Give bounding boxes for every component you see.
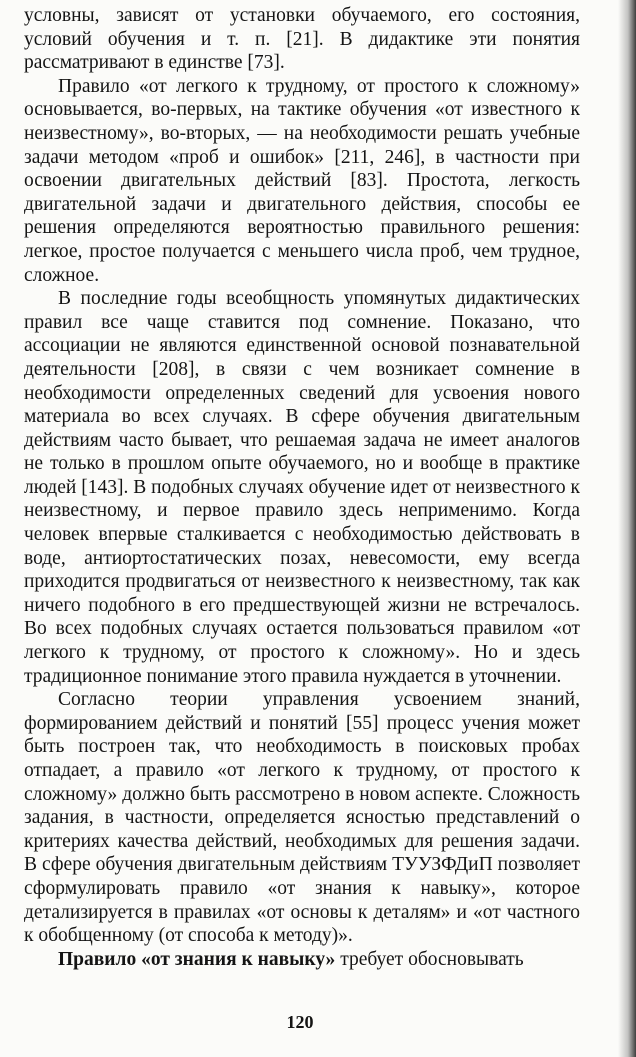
paragraph-5-lead: Правило «от знания к навыку»	[58, 948, 336, 970]
paragraph-2	[24, 75, 580, 287]
paragraph-3-text: В последние годы всеобщность упомянутых дидактических правил все чаще ставится под сомнение. Показано, что ассоциации не являются единственной основой познавательной деятельности [208], в связи с чем возникает сомнение в необходимости определенных сведений для усвоения нового материала во всех случаях. В сфере обучения двигательным действиям часто бывает, что решаемая задача не имеет аналогов не только в прошлом опыте обучаемого, но и вообще в практике людей [143]. В подобных случаях обучение идет от неизвестного к неизвестному, и первое правило здесь неприменимо. Когда человек впервые сталкивается с необходимостью действовать в воде, антиортостатических позах, невесомости, ему всегда приходится продвигаться от неизвестного к неизвестному, так как ничего подобного в его предшествующей жизни не встречалось. Во всех подобных случаях остается пользоваться правилом «от легкого к трудному, от простого к сложному». Но и здесь традиционное понимание этого правила нуждается в уточнении.	[24, 288, 580, 687]
paragraph-5	[24, 948, 580, 972]
paragraph-4-text: Согласно теории управления усвоением знаний, формированием действий и понятий [55] процесс учения может быть построен так, что необходимость в поисковых пробах отпадает, а правило «от легкого к трудному, от простого к сложному» должно быть рассмотрено в новом аспекте. Сложность задания, в частности, определяется ясностью представлений о критериях качества действий, необходимых для решения задачи. В сфере обучения двигательным действиям ТУУЗФДиП позволяет сформулировать правило «от знания к навыку», которое детализируется в правилах «от основы к деталям» и «от частного к обобщенному (от способа к методу)».	[24, 689, 580, 947]
paragraph-4	[24, 688, 580, 948]
paragraph-1	[24, 4, 580, 75]
page-number: 120	[286, 1012, 314, 1032]
paragraph-1-text: условны, зависят от установки обучаемого, его состояния, условий обучения и т. п. [21]. В дидактике эти понятия рассматривают в единстве [73].	[24, 5, 580, 74]
paragraph-5-text: требует обосновывать	[335, 948, 524, 970]
body-text	[24, 4, 580, 971]
paragraph-3	[24, 287, 580, 688]
paragraph-2-text: Правило «от легкого к трудному, от простого к сложному» основывается, во-первых, на тактике обучения «от известного к неизвестному», во-вторых, — на необходимости решать учебные задачи методом «проб и ошибок» [211, 246], в частности при освоении двигательных действий [83]. Простота, легкость двигательной задачи и двигательного действия, способы ее решения определяются вероятностью правильного решения: легкое, простое получается с меньшего числа проб, чем трудное, сложное.	[24, 75, 580, 286]
scan-shadow-edge	[618, 0, 636, 1057]
